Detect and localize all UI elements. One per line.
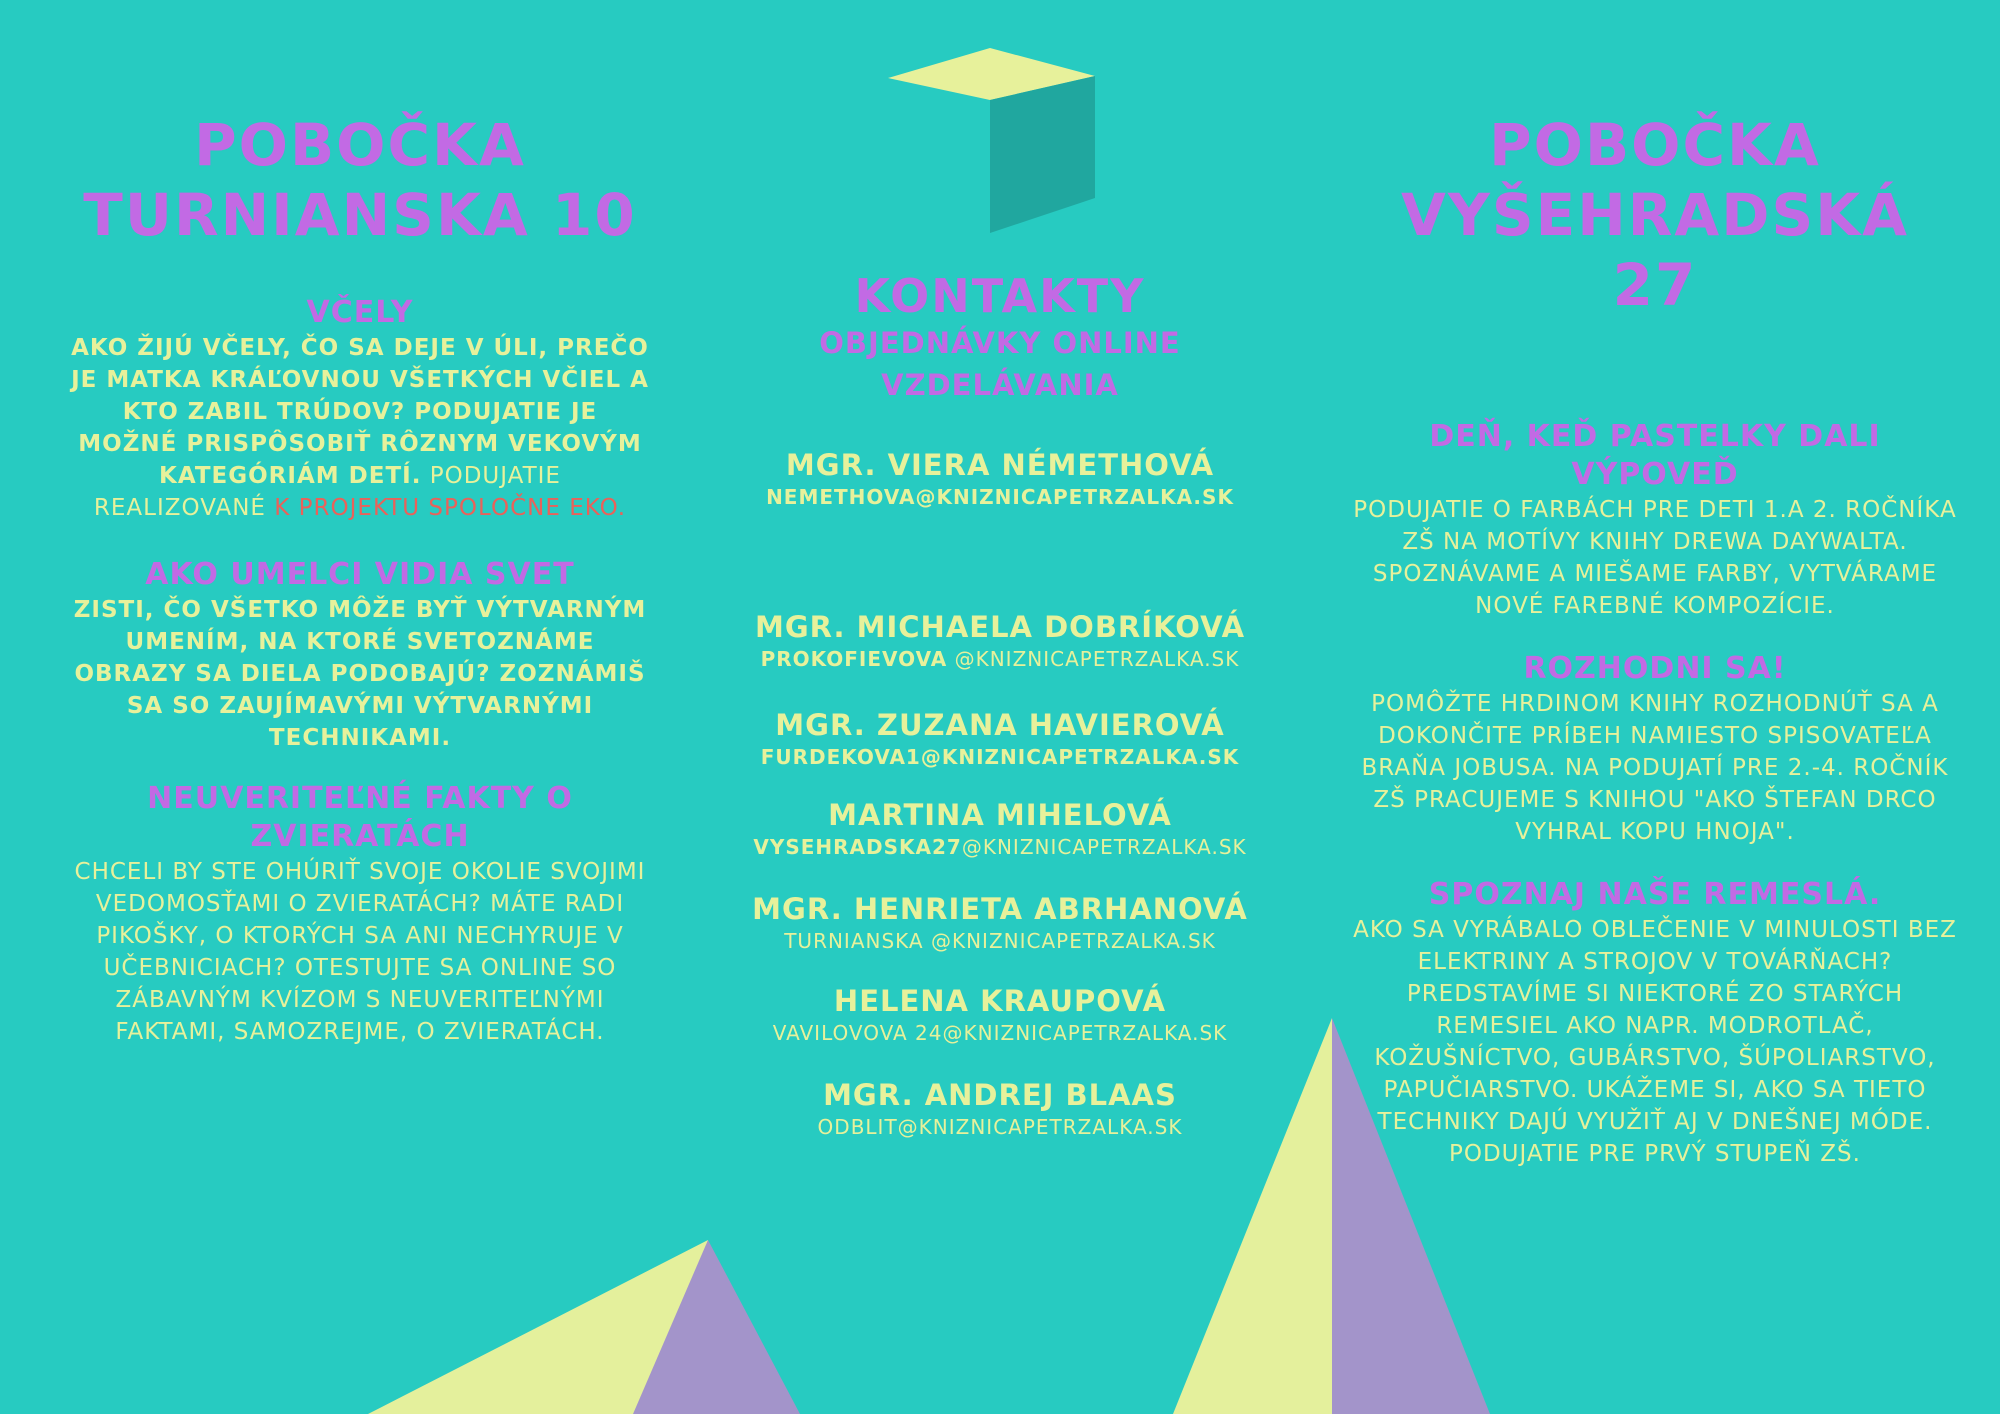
contact-email[interactable]: ODBLIT@KNIZNICAPETRZALKA.SK: [817, 1115, 1183, 1139]
contact-name: HELENA KRAUPOVÁ: [833, 984, 1167, 1018]
left-branch-title-line2: TURNIANSKA 10: [83, 181, 637, 249]
contact-item: [690, 798, 1310, 862]
contact-item: [690, 984, 1310, 1048]
contact-email[interactable]: VAVILOVOVA 24@KNIZNICAPETRZALKA.SK: [772, 1021, 1228, 1045]
left-branch-title: [70, 110, 650, 250]
section-body-note: PODUJATIE PRE PRVÝ STUPEŇ ZŠ.: [1449, 1141, 1861, 1167]
section-body: [70, 332, 650, 524]
section-body-bold: AKO ŽIJÚ VČELY, ČO SA DEJE V ÚLI, PREČO JE MATKA KRÁĽOVNOU VŠETKÝCH VČIEL A KTO ZABIL TRÚDOV? PODUJATIE JE MOŽNÉ PRISPÔSOBIŤ RÔZNYM VEKOVÝM KATEGÓRIÁM DETÍ.: [71, 335, 649, 489]
contact-item: [690, 1078, 1310, 1142]
contact-email[interactable]: NEMETHOVA@KNIZNICAPETRZALKA.SK: [766, 485, 1234, 509]
cube-side-shape: [990, 76, 1095, 233]
contact-item: [690, 708, 1310, 772]
right-branch-title: [1350, 110, 1960, 320]
section-body-plain: PODUJATIE REALIZOVANÉ: [93, 463, 561, 521]
contact-name: MARTINA MIHELOVÁ: [828, 798, 1172, 832]
contact-name: MGR. MICHAELA DOBRÍKOVÁ: [754, 610, 1246, 644]
right-branch-title-line1: POBOČKA: [1489, 111, 1821, 179]
contact-name: MGR. ZUZANA HAVIEROVÁ: [775, 708, 1225, 742]
section-title: VČELY: [306, 295, 414, 330]
left-branch-title-line1: POBOČKA: [194, 111, 526, 179]
contacts-title: KONTAKTY: [854, 269, 1146, 323]
contact-email[interactable]: FURDEKOVA1@KNIZNICAPETRZALKA.SK: [760, 745, 1240, 769]
section-title: SPOZNAJ NAŠE REMESLÁ.: [1428, 877, 1882, 912]
right-branch-column: [1350, 110, 1960, 1170]
contacts-subtitle-line1: OBJEDNÁVKY ONLINE: [819, 326, 1181, 360]
contact-name: MGR. VIERA NÉMETHOVÁ: [785, 448, 1215, 482]
contacts-column: [690, 270, 1310, 1142]
left-branch-column: [70, 110, 650, 1048]
contact-email[interactable]: VYSEHRADSKA27@KNIZNICAPETRZALKA.SK: [753, 835, 1247, 859]
contact-item: [690, 610, 1310, 674]
section-body: ZISTI, ČO VŠETKO MÔŽE BYŤ VÝTVARNÝM UMENÍM, NA KTORÉ SVETOZNÁME OBRAZY SA DIELA PODOBAJÚ? ZOZNÁMIŠ SA SO ZAUJÍMAVÝMI VÝTVARNÝMI TECHNIKAMI.: [73, 597, 647, 751]
section-pastelky: [1350, 418, 1960, 622]
project-highlight: K PROJEKTU SPOLOČNE EKO.: [274, 495, 627, 521]
contact-item: [690, 448, 1310, 512]
section-vcely: [70, 294, 650, 524]
section-title: ROZHODNI SA!: [1523, 651, 1787, 686]
section-remesla: [1350, 876, 1960, 1170]
section-body: POMÔŽTE HRDINOM KNIHY ROZHODNÚŤ SA A DOKONČITE PRÍBEH NAMIESTO SPISOVATEĽA BRAŇA JOBUSA. NA PODUJATÍ PRE 2.-4. ROČNÍK ZŠ PRACUJEME S KNIHOU "AKO ŠTEFAN DRCO VYHRAL KOPU HNOJA".: [1361, 691, 1949, 845]
contact-name: MGR. ANDREJ BLAAS: [823, 1078, 1177, 1112]
contact-email[interactable]: TURNIANSKA @KNIZNICAPETRZALKA.SK: [784, 929, 1216, 953]
section-body: AKO SA VYRÁBALO OBLEČENIE V MINULOSTI BEZ ELEKTRINY A STROJOV V TOVÁRŇACH? PREDSTAVÍME SI NIEKTORÉ ZO STARÝCH REMESIEL AKO NAPR. MODROTLAČ, KOŽUŠNÍCTVO, GUBÁRSTVO, ŠÚPOLIARSTVO, PAPUČIARSTVO. UKÁŽEME SI, AKO SA TIETO TECHNIKY DAJÚ VYUŽIŤ AJ V DNEŠNEJ MÓDE.: [1353, 917, 1957, 1135]
contact-name: MGR. HENRIETA ABRHANOVÁ: [752, 892, 1248, 926]
section-title: NEUVERITEĽNÉ FAKTY O ZVIERATÁCH: [147, 781, 573, 854]
section-title: DEŇ, KEĎ PASTELKY DALI VÝPOVEĎ: [1429, 419, 1881, 492]
section-umelci: [70, 556, 650, 754]
section-title: AKO UMELCI VIDIA SVET: [145, 557, 575, 592]
section-fakty: [70, 780, 650, 1048]
right-branch-title-line2: VYŠEHRADSKÁ 27: [1400, 181, 1910, 319]
contact-item: [690, 892, 1310, 956]
contacts-subtitle-line2: VZDELÁVANIA: [881, 368, 1119, 402]
section-body: PODUJATIE O FARBÁCH PRE DETI 1.A 2. ROČNÍKA ZŠ NA MOTÍVY KNIHY DREWA DAYWALTA. SPOZNÁVAME A MIEŠAME FARBY, VYTVÁRAME NOVÉ FAREBNÉ KOMPOZÍCIE.: [1353, 497, 1957, 619]
section-body: CHCELI BY STE OHÚRIŤ SVOJE OKOLIE SVOJIMI VEDOMOSŤAMI O ZVIERATÁCH? MÁTE RADI PIKOŠKY, O KTORÝCH SA ANI NECHYRUJE V UČEBNICIACH? OTESTUJTE SA ONLINE SO ZÁBAVNÝM KVÍZOM S NEUVERITEĽNÝMI FAKTAMI, SAMOZREJME, O ZVIERATÁCH.: [74, 859, 646, 1045]
section-rozhodni: [1350, 650, 1960, 848]
contacts-subtitle: [690, 322, 1310, 406]
contact-email[interactable]: PROKOFIEVOVA @KNIZNICAPETRZALKA.SK: [760, 647, 1240, 671]
